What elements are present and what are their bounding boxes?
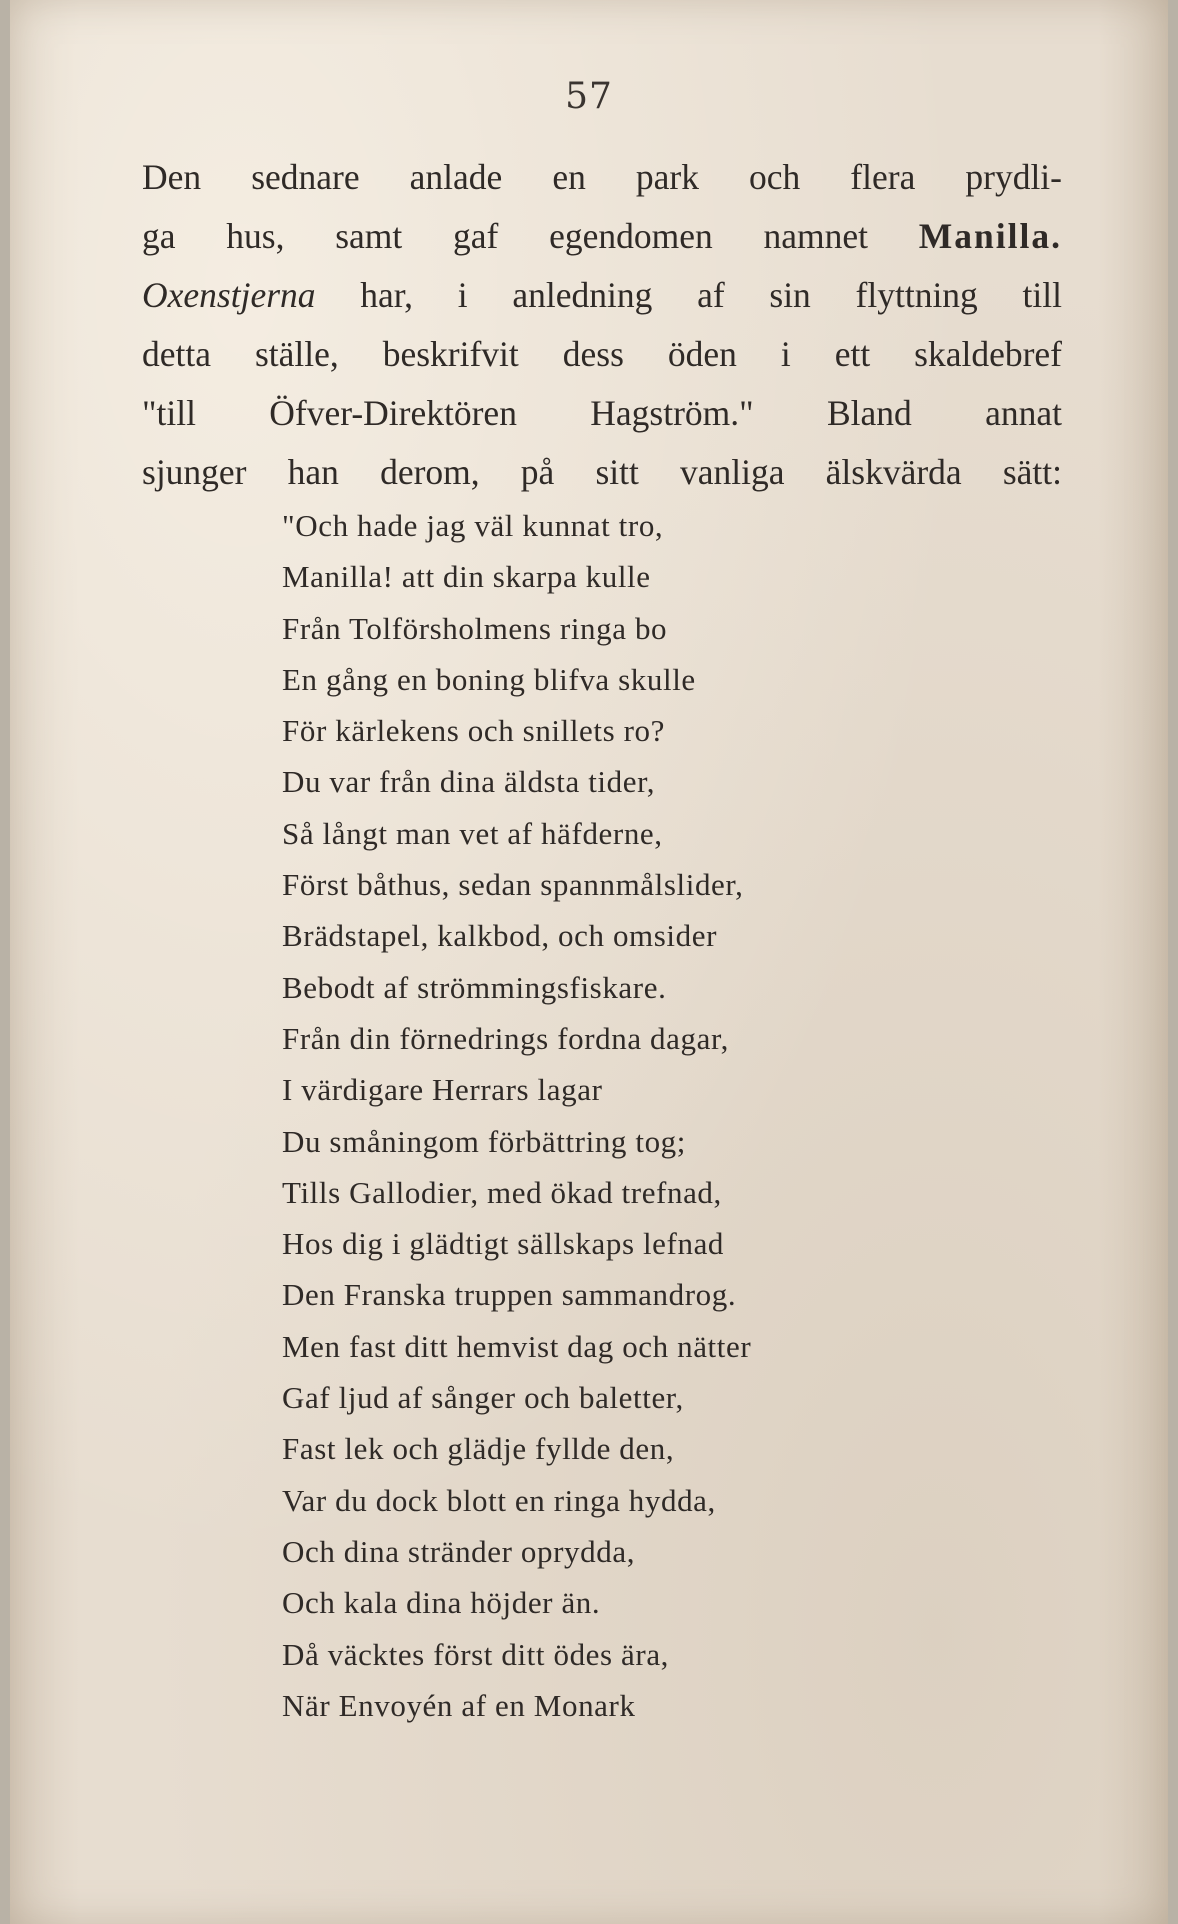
poem-line: Och kala dina höjder än.: [282, 1585, 601, 1621]
prose-line-4: detta ställe, beskrifvit dess öden i ett skaldebref: [142, 334, 1062, 374]
book-page: [10, 0, 1168, 1924]
poem-line: Från din förnedrings fordna dagar,: [282, 1020, 729, 1056]
poem-line: "Och hade jag väl kunnat tro,: [282, 508, 664, 543]
poem-line: Du småningom förbättring tog;: [282, 1123, 686, 1159]
poem-line: Först båthus, sedan spannmålslider,: [282, 867, 744, 903]
prose-line-6: sjunger han derom, på sitt vanliga älskvärda sätt:: [142, 452, 1062, 492]
poem-line: Den Franska truppen sammandrog.: [282, 1277, 737, 1313]
poem-line: När Envoyén af en Monark: [282, 1687, 636, 1723]
poem-line: Du var från dina äldsta tider,: [282, 764, 656, 800]
author-name: Oxenstjerna: [142, 275, 316, 315]
prose-paragraph: [142, 148, 1062, 502]
estate-name: Manilla.: [918, 216, 1062, 256]
prose-line-3-text: har, i anledning af sin flyttning till: [315, 275, 1062, 315]
poem-line: Tills Gallodier, med ökad trefnad,: [282, 1174, 722, 1210]
poem-line: I värdigare Herrars lagar: [282, 1072, 603, 1108]
poem-line: Och dina stränder oprydda,: [282, 1533, 636, 1569]
poem-line: Men fast ditt hemvist dag och nätter: [282, 1328, 752, 1364]
poem-block: [282, 500, 1002, 1731]
poem-line: Från Tolförsholmens ringa bo: [282, 610, 668, 646]
prose-line-5: "till Öfver-Direktören Hagström." Bland annat: [142, 393, 1062, 433]
poem-line: Brädstapel, kalkbod, och omsider: [282, 918, 718, 954]
poem-line: För kärlekens och snillets ro?: [282, 713, 666, 749]
poem-line: Manilla! att din skarpa kulle: [282, 559, 651, 595]
prose-line-3: [142, 266, 1062, 325]
poem-line: Gaf ljud af sånger och baletter,: [282, 1380, 684, 1416]
prose-line-1: Den sednare anlade en park och flera prydli-: [142, 157, 1062, 197]
poem-line: En gång en boning blifva skulle: [282, 661, 696, 697]
poem-line: Då väcktes först ditt ödes ära,: [282, 1636, 670, 1672]
prose-line-2: [142, 207, 1062, 266]
poem-line: Bebodt af strömmingsfiskare.: [282, 969, 667, 1005]
poem-line: Så långt man vet af häfderne,: [282, 815, 663, 851]
poem-line: Hos dig i glädtigt sällskaps lefnad: [282, 1226, 725, 1262]
prose-line-2-text: ga hus, samt gaf egendomen namnet: [142, 216, 919, 256]
page-number: 57: [565, 76, 613, 117]
poem-line: Var du dock blott en ringa hydda,: [282, 1482, 716, 1518]
poem-line: Fast lek och glädje fyllde den,: [282, 1431, 675, 1467]
